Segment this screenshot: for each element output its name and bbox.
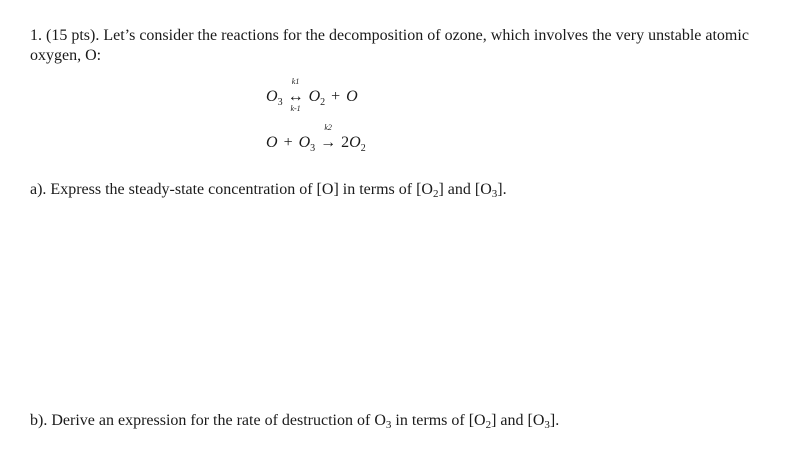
rate-constant-k1: k1 [291,77,300,86]
equilibrium-arrow-icon: k1 ↔ k-1 [287,77,304,113]
eq2-plus: + [283,134,293,151]
eq1-plus: + [331,88,341,105]
rate-constant-k-1: k-1 [290,104,301,113]
rate-constant-k2: k2 [324,123,332,132]
equation-ozone-equilibrium [266,77,358,113]
eq1-product1: $O_2$ [308,88,326,108]
eq1-reactant: $O_3$ [266,88,283,108]
reaction-equations [266,76,506,168]
equation-oxygen-ozone [266,123,366,154]
eq2-reactant2: $O_3$ [298,134,316,154]
eq1-product2: O [346,88,358,105]
forward-arrow-icon: k2 → [320,123,337,151]
part-a-question: a). Express the steady-state concentration of [O] in terms of [O2] and [O3]. [30,181,507,200]
part-b-question: b). Derive an expression for the rate of destruction of O3 in terms of [O2] and [O3]. [30,412,560,431]
question-intro: 1. (15 pts). Let’s consider the reactions for the decomposition of ozone, which involves the very unstable atomic oxygen, O: [30,27,749,64]
eq2-product: $2O_2$ [341,134,366,154]
eq2-reactant1: O [266,134,278,151]
